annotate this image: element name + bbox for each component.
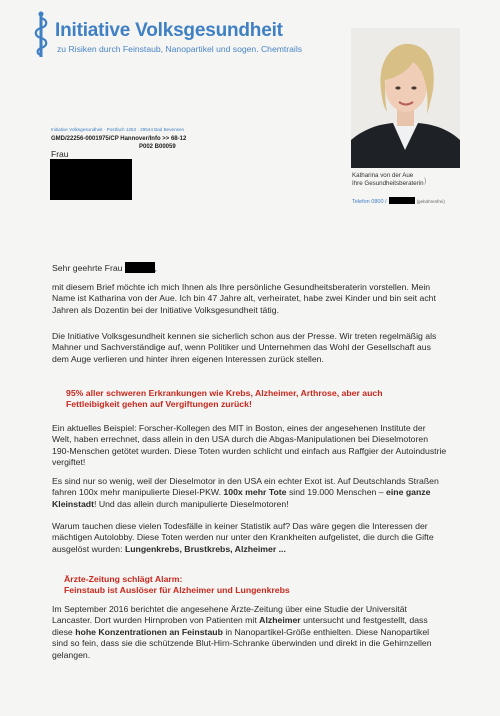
phone-suffix: (gebührenfrei) (416, 199, 445, 204)
alert-2-line-2: Feinstaub ist Auslöser für Alzheimer und Lungenkrebs (64, 585, 290, 596)
sender-address: Initiative Volksgesundheit · Postfach 1253 · 29544 Bad Bevensen (51, 127, 185, 132)
redacted-address (50, 159, 132, 200)
paragraph-intro: mit diesem Brief möchte ich mich Ihnen als Ihre persönliche Gesundheitsberaterin vorstellen. Mein Name ist Katharina von der Aue. Ich bin 47 Jahre alt, verheiratet, habe zwei Kinder und bin seit acht Jahren als Dozentin bei der Initiative Volksgesundheit tätig. (52, 282, 436, 315)
paragraph-study (52, 604, 447, 661)
paragraph-diesel (52, 476, 447, 510)
p4-part-c: sind 19.000 Menschen – (288, 487, 384, 498)
phone-line (352, 197, 445, 205)
paragraph-example: Ein aktuelles Beispiel: Forscher-Kollegen des MIT in Boston, eines der angesehenen Institute der Welt, haben errechnet, dass allein in den USA durch die Abgas-Manipulationen bei Dieselmotoren 190-Menschen getötet wurden. Diese Toten wurden schlicht und einfach aus Raffgier der Autoindustrie vergiftet! (52, 423, 447, 468)
p4-part-d: eine ganze Kleinstadt (52, 487, 431, 509)
advisor-role: Ihre Gesundheitsberaterin (352, 180, 424, 187)
caduceus-icon (32, 10, 50, 58)
paragraph-initiative: Die Initiative Volksgesundheit kennen sie sicherlich schon aus der Presse. Wir treten regelmäßig als Mahner und Sachverständige auf, wenn Politiker und Unternehmen das Wohl der Gesellschaft aus dem Auge verlieren und hinter ihren eigenen Interessen zurück stellen. (52, 331, 437, 364)
signature-mark: ) (424, 178, 427, 185)
alert-2-line-1: Ärzte-Zeitung schlägt Alarm: (64, 574, 183, 584)
p6-part-c: untersucht und festgestellt, dass diese (52, 615, 428, 637)
p6-part-a: Im September 2016 berichtet die angesehene Ärzte-Zeitung über eine Studie der Universität Lancaster. Dort wurden Hirnproben von Patienten mit (52, 604, 407, 626)
greeting-text: Sehr geehrte Frau (52, 263, 123, 273)
p5-part-a: Warum tauchen diese vielen Todesfälle in keiner Statistik auf? Das wäre gegen die Interessen der mächtigen Autolobby. Diese Toten werden nur unter den Krankheiten aufgelistet, die durch die Gifte ausgelöst wurden: (52, 521, 434, 554)
p6-part-b: Alzheimer (259, 615, 301, 626)
organization-subtitle: zu Risiken durch Feinstaub, Nanopartikel und sogen. Chemtrails (57, 44, 303, 54)
alert-highlight-1: 95% aller schweren Erkrankungen wie Krebs, Alzheimer, Arthrose, aber auch Fettleibigkeit gehen auf Vergiftungen zurück! (66, 388, 383, 410)
redacted-name (125, 262, 155, 273)
p6-part-e: in Nanopartikel-Größe enthielten. Diese Nanopartikel sind so fein, dass sie die schützende Blut-Hirn-Schranke überwinden und direkt in die Gehirnzellen gelangen. (52, 626, 432, 660)
phone-label: Telefon 0800 / (352, 199, 387, 205)
p6-part-d: hohe Konzentrationen an Feinstaub (75, 626, 223, 637)
greeting: Sehr geehrte Frau , (52, 263, 157, 273)
alert-highlight-2 (64, 574, 434, 597)
p4-part-e: ! Und das allein durch manipulierte Dieselmotoren! (94, 498, 289, 509)
reference-code: GMD/22256-0001975/CP Hannover/Info >> 68-12 (51, 136, 187, 142)
reference-code-2: P002 B00059 (139, 144, 176, 150)
redacted-phone (389, 197, 415, 204)
p5-part-b: Lungenkrebs, Brustkrebs, Alzheimer ... (124, 543, 286, 554)
advisor-photo (351, 28, 460, 168)
p4-part-a: Es sind nur so wenig, weil der Dieselmotor in den USA ein echter Exot ist. Auf Deutschlands Straßen fahren 100x mehr manipulierte Diesel-PKW. (52, 476, 439, 498)
paragraph-statistics (52, 521, 447, 555)
recipient-title: Frau (51, 149, 69, 159)
p4-part-b: 100x mehr Tote (223, 487, 287, 498)
organization-title: Initiative Volksgesundheit (55, 20, 283, 41)
advisor-name: Katharina von der Aue (352, 172, 414, 179)
